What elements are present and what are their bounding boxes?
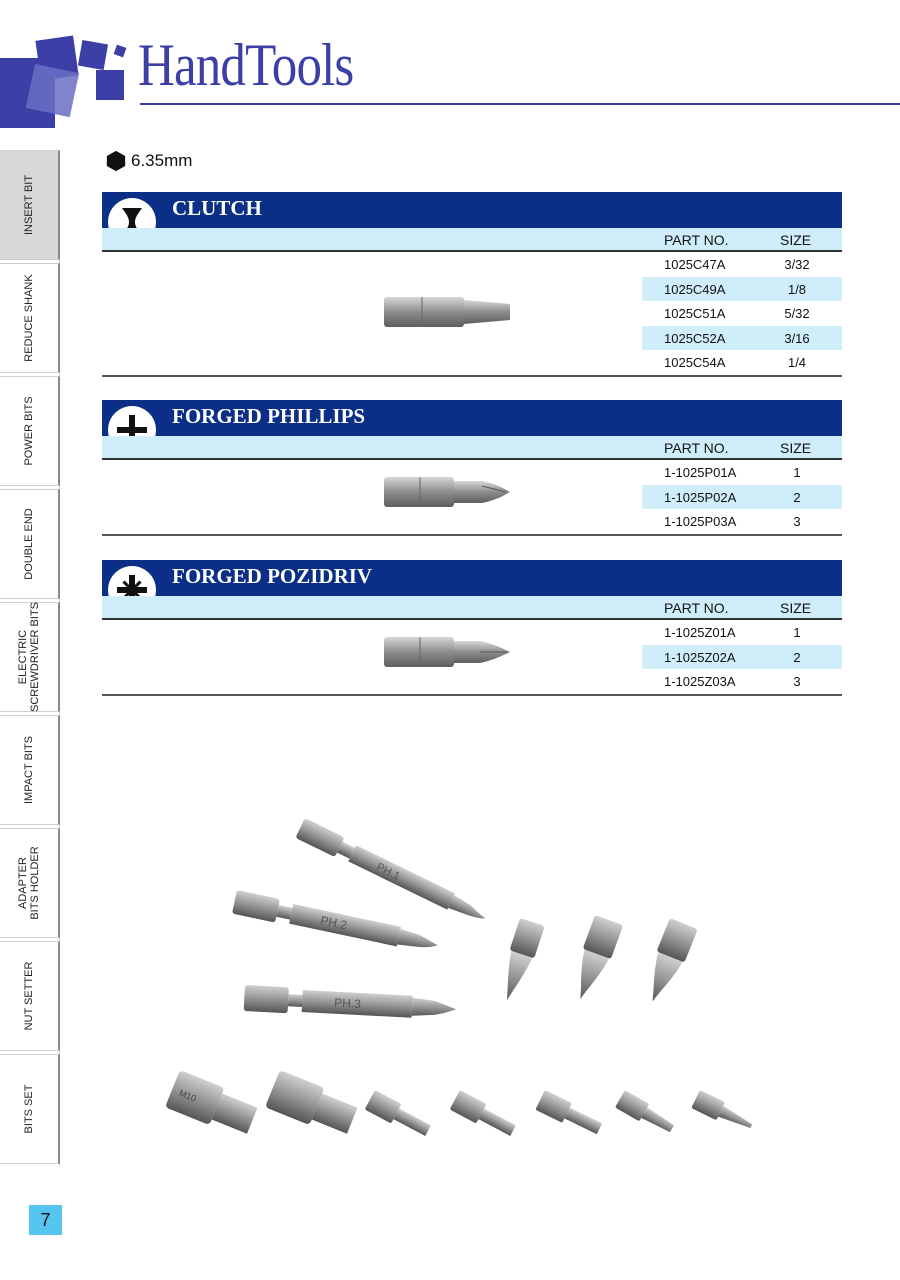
- brand-title: HandTools: [138, 32, 354, 98]
- power-bit-ph3: [244, 985, 457, 1022]
- small-bit-5: [691, 1090, 755, 1135]
- shank-size-text: 6.35mm: [131, 151, 193, 170]
- section-clutch: [102, 192, 842, 377]
- small-bit-2: [450, 1090, 519, 1140]
- column-header-row: [102, 436, 842, 460]
- small-bit-1: [365, 1090, 434, 1140]
- sidebar-item-power-bits[interactable]: [0, 376, 60, 486]
- parts-table: [102, 620, 842, 694]
- sidebar-item-label: NUT SETTER: [23, 961, 35, 1031]
- sidebar-item-label: INSERT BIT: [23, 174, 35, 236]
- torx-bit-2: [265, 1070, 360, 1139]
- sidebar-item-double-end[interactable]: [0, 489, 60, 599]
- sidebar-item-label-line2: BITS HOLDER: [29, 846, 41, 920]
- phillips-bit-image: [382, 472, 512, 512]
- part-number: 1025C52A: [664, 330, 726, 346]
- sidebar-item-nut-setter[interactable]: [0, 941, 60, 1051]
- sidebar-item-label-line1: ADAPTER: [17, 857, 29, 909]
- table-row: [642, 485, 842, 510]
- parts-table: [102, 252, 842, 375]
- sidebar-item-label-line1: ELECTRIC: [17, 629, 29, 685]
- hexagon-icon: [105, 150, 127, 172]
- table-row: [642, 460, 842, 485]
- small-bit-4: [615, 1090, 677, 1137]
- sidebar-item-reduce-shank[interactable]: [0, 263, 60, 373]
- table-row: [642, 277, 842, 302]
- bit-label-m10: M10: [177, 1087, 198, 1104]
- sidebar-item-adapter-bits-holder[interactable]: [0, 828, 60, 938]
- col-header-part-no: PART NO.: [664, 440, 729, 456]
- sidebar-item-label: [17, 602, 41, 712]
- table-row: [642, 620, 842, 645]
- clutch-bit-image: [382, 292, 512, 332]
- table-row: [642, 669, 842, 694]
- sidebar-item-label: IMPACT BITS: [23, 735, 35, 805]
- sidebar-item-electric-screwdriver-bits[interactable]: [0, 602, 60, 712]
- shank-size-label: [105, 150, 192, 172]
- table-row: [642, 509, 842, 534]
- sidebar-item-label: BITS SET: [23, 1084, 35, 1134]
- col-header-size: SIZE: [780, 232, 812, 248]
- size-value: 1/4: [787, 355, 807, 370]
- column-header-row: [102, 596, 842, 620]
- table-row: [642, 301, 842, 326]
- section-divider: [102, 534, 842, 536]
- sidebar-item-impact-bits[interactable]: [0, 715, 60, 825]
- insert-bit-upright-3: [639, 918, 698, 1007]
- part-number: 1025C51A: [664, 306, 726, 321]
- sidebar-item-label-line2: SCREWDRIVER BITS: [29, 601, 41, 713]
- size-value: 1/8: [787, 281, 807, 297]
- section-forged-pozidriv: [102, 560, 842, 696]
- insert-bit-upright-2: [566, 915, 623, 1004]
- col-header-size: SIZE: [780, 600, 812, 616]
- size-value: 3/32: [784, 257, 810, 272]
- bit-label-ph1: PH.1: [374, 861, 402, 883]
- sidebar-item-label: [17, 846, 41, 919]
- section-title: FORGED POZIDRIV: [172, 564, 373, 588]
- col-header-part-no: PART NO.: [664, 600, 729, 616]
- small-bit-3: [535, 1090, 604, 1139]
- section-divider: [102, 375, 842, 377]
- size-value: 3/16: [784, 330, 810, 346]
- part-number: 1025C47A: [664, 257, 726, 272]
- part-number: 1-1025Z03A: [664, 674, 736, 689]
- section-header: [102, 560, 842, 596]
- part-number: 1-1025Z01A: [664, 625, 736, 640]
- table-row: [642, 326, 842, 351]
- parts-table: [102, 460, 842, 534]
- sidebar-item-label: POWER BITS: [23, 396, 35, 466]
- part-number: 1-1025P02A: [664, 489, 737, 505]
- size-value: 3: [793, 514, 801, 529]
- section-header: [102, 400, 842, 436]
- power-bit-ph2: [232, 890, 440, 957]
- section-title: CLUTCH: [172, 196, 262, 220]
- category-sidebar: [0, 150, 60, 1166]
- torx-bit-m10: [165, 1070, 260, 1139]
- table-row: [642, 645, 842, 670]
- size-value: 2: [793, 489, 801, 505]
- part-number: 1-1025P01A: [664, 465, 737, 480]
- col-header-part-no: PART NO.: [664, 232, 729, 248]
- part-number: 1-1025Z02A: [664, 649, 736, 665]
- size-value: 2: [793, 649, 801, 665]
- section-divider: [102, 694, 842, 696]
- bit-label-ph3: PH.3: [333, 995, 362, 1012]
- logo-squares: [0, 30, 140, 130]
- sidebar-item-label: REDUCE SHANK: [23, 274, 35, 362]
- size-value: 1: [793, 465, 801, 480]
- section-title: FORGED PHILLIPS: [172, 404, 366, 428]
- sidebar-item-label: DOUBLE END: [23, 508, 35, 580]
- header-rule: [140, 103, 900, 105]
- sidebar-item-bits-set[interactable]: [0, 1054, 60, 1164]
- size-value: 3: [793, 674, 801, 689]
- insert-bit-upright-1: [495, 918, 545, 1004]
- sidebar-item-insert-bit[interactable]: [0, 150, 60, 260]
- bit-label-ph2: PH.2: [319, 913, 349, 933]
- size-value: 1: [793, 625, 801, 640]
- section-header: [102, 192, 842, 228]
- part-number: 1025C54A: [664, 355, 726, 370]
- size-value: 5/32: [784, 306, 810, 321]
- table-row: [642, 350, 842, 375]
- pozidriv-bit-image: [382, 632, 512, 672]
- table-row: [642, 252, 842, 277]
- section-forged-phillips: [102, 400, 842, 536]
- column-header-row: [102, 228, 842, 252]
- page-number: 7: [29, 1205, 62, 1235]
- part-number: 1025C49A: [664, 281, 726, 297]
- product-photo: [165, 790, 775, 1160]
- col-header-size: SIZE: [780, 440, 812, 456]
- part-number: 1-1025P03A: [664, 514, 737, 529]
